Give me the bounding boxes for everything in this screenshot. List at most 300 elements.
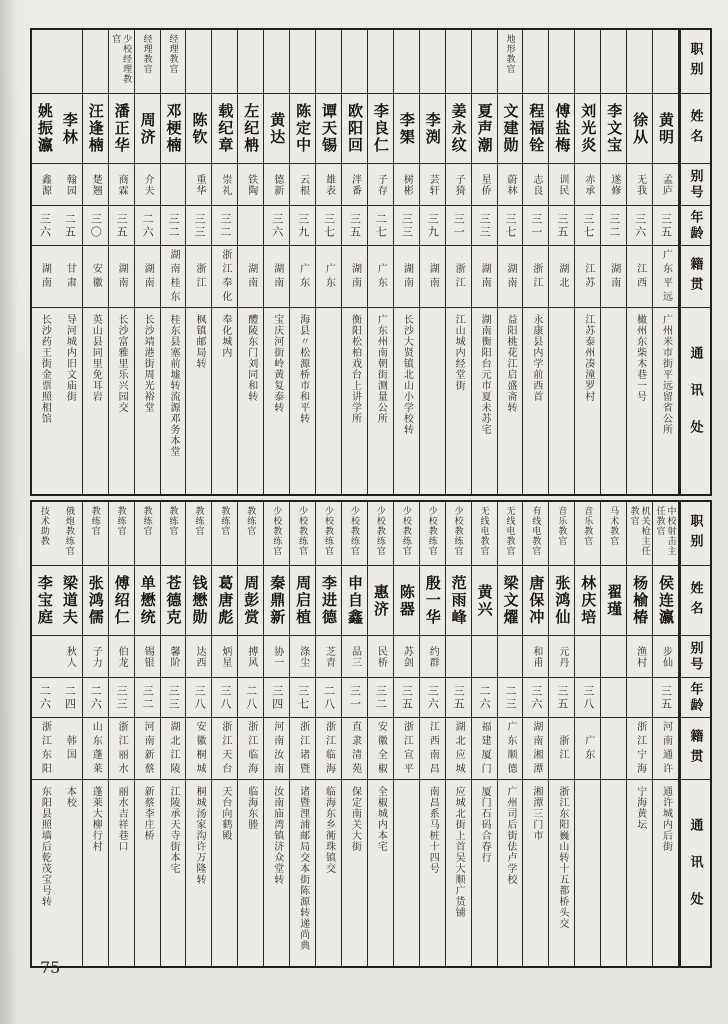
age-cell xyxy=(394,206,419,246)
age-cell xyxy=(238,206,263,246)
address-cell xyxy=(238,780,263,966)
origin-cell xyxy=(575,246,600,308)
person-column xyxy=(32,30,57,494)
position-cell xyxy=(290,30,315,94)
name-text: 姜永纹 xyxy=(449,103,467,154)
header-column xyxy=(679,502,710,966)
origin-text: 浙江天台 xyxy=(219,720,231,777)
origin-cell xyxy=(57,246,82,308)
alias-cell xyxy=(109,164,134,206)
name-text: 林庆培 xyxy=(579,575,597,626)
position-text: 经理教官 xyxy=(142,34,153,74)
age-text: 三三 xyxy=(478,212,491,239)
origin-text: 浙江奉化 xyxy=(219,248,231,305)
origin-text: 湖北江陵 xyxy=(168,720,180,777)
person-column xyxy=(653,30,679,494)
origin-text: 安徽全椒 xyxy=(375,720,387,777)
age-cell xyxy=(575,678,600,718)
name-text: 刘光炎 xyxy=(579,103,597,154)
position-text: 中校射击主任教官 xyxy=(655,506,677,556)
person-column xyxy=(420,502,446,966)
alias-cell xyxy=(420,164,445,206)
origin-cell xyxy=(549,246,574,308)
alias-text: 志良 xyxy=(530,173,542,196)
name-cell xyxy=(109,566,134,636)
header-age-label: 年龄 xyxy=(688,681,704,714)
alias-cell xyxy=(601,636,626,678)
address-text: 永康县内学前西首 xyxy=(530,314,542,402)
address-text: 江陵承天寺街本宅 xyxy=(168,786,180,874)
position-cell xyxy=(238,502,263,566)
name-cell xyxy=(653,94,678,164)
age-text: 三九 xyxy=(296,212,309,239)
age-text: 三三 xyxy=(192,212,205,239)
origin-text: 浙江 xyxy=(193,262,205,291)
address-cell xyxy=(161,780,186,966)
name-cell xyxy=(498,566,523,636)
position-text: 技术助教 xyxy=(39,506,50,546)
address-cell xyxy=(264,308,289,494)
age-text: 三〇 xyxy=(89,212,102,239)
address-cell xyxy=(394,308,419,494)
origin-cell xyxy=(316,246,341,308)
position-cell xyxy=(83,502,108,566)
age-text: 三四 xyxy=(270,684,283,711)
alias-text: 秋人 xyxy=(64,645,76,668)
age-cell xyxy=(212,206,237,246)
address-text: 诸暨浬浦邮局交本街陈源转递尚典 xyxy=(297,786,309,951)
name-cell xyxy=(238,566,263,636)
origin-text: 湖北应城 xyxy=(453,720,465,777)
age-text: 三六 xyxy=(38,212,51,239)
name-cell xyxy=(549,566,574,636)
person-column xyxy=(472,502,498,966)
name-text: 程福铨 xyxy=(527,103,545,154)
name-cell xyxy=(575,94,600,164)
age-cell xyxy=(549,678,574,718)
origin-text: 湖南 xyxy=(401,262,413,291)
address-text: 枫镇邮局转 xyxy=(193,314,205,369)
origin-cell xyxy=(135,718,160,780)
address-text: 保定南关大街 xyxy=(349,786,361,852)
address-text: 衡阳松柏戏台上讲学所 xyxy=(349,314,361,424)
age-cell xyxy=(601,678,626,718)
alias-cell xyxy=(523,636,548,678)
alias-cell xyxy=(394,636,419,678)
position-cell xyxy=(342,30,367,94)
person-column xyxy=(498,502,524,966)
alias-text: 锡银 xyxy=(142,645,154,668)
origin-text: 广东平远 xyxy=(660,248,672,305)
header-address-label: 通讯处 xyxy=(688,817,704,929)
alias-cell xyxy=(186,636,211,678)
address-text: 浙江东阳巍山转十五都桥头交 xyxy=(556,786,568,929)
person-column xyxy=(653,502,679,966)
origin-text: 安徽 xyxy=(90,262,102,291)
person-column xyxy=(186,502,212,966)
alias-text: 训民 xyxy=(556,173,568,196)
person-column xyxy=(161,30,187,494)
address-text: 湖南衡阳台元市夏未苏宅 xyxy=(479,314,491,435)
origin-text: 湖南 xyxy=(271,262,283,291)
address-cell xyxy=(446,308,471,494)
position-text: 音乐教官 xyxy=(583,506,594,546)
address-text: 蓬莱大柳行村 xyxy=(90,786,102,852)
alias-text: 炳星 xyxy=(219,645,231,668)
name-text: 李宝庭 xyxy=(35,575,53,626)
address-cell xyxy=(523,780,548,966)
alias-text: 达西 xyxy=(193,645,205,668)
age-text: 三八 xyxy=(192,684,205,711)
position-cell xyxy=(212,30,237,94)
name-text: 唐保冲 xyxy=(527,575,545,626)
address-text: 醴陵东门刘同和转 xyxy=(245,314,257,402)
name-text: 范雨峰 xyxy=(449,575,467,626)
origin-text: 浙江诸暨 xyxy=(297,720,309,777)
position-cell xyxy=(394,502,419,566)
name-cell xyxy=(601,94,626,164)
header-origin-label: 籍贯 xyxy=(688,256,704,297)
age-text: 三九 xyxy=(426,212,439,239)
origin-cell xyxy=(472,718,497,780)
header-position-label: 职别 xyxy=(688,513,704,554)
age-cell xyxy=(264,206,289,246)
origin-text: 直隶清苑 xyxy=(349,720,361,777)
age-text: 三八 xyxy=(218,684,231,711)
age-cell xyxy=(212,678,237,718)
alias-cell xyxy=(264,164,289,206)
alias-text: 赤承 xyxy=(582,173,594,196)
alias-cell xyxy=(186,164,211,206)
position-cell xyxy=(57,30,82,94)
age-text: 三五 xyxy=(555,212,568,239)
alias-text: 翰园 xyxy=(64,173,76,196)
alias-cell xyxy=(446,164,471,206)
age-cell xyxy=(109,678,134,718)
name-cell xyxy=(394,94,419,164)
age-cell xyxy=(498,206,523,246)
position-cell xyxy=(264,502,289,566)
address-text: 厦门石码合春行 xyxy=(479,786,491,863)
header-origin-label: 籍贯 xyxy=(688,728,704,769)
alias-cell xyxy=(627,164,652,206)
name-text: 李良仁 xyxy=(371,103,389,154)
alias-text: 商霖 xyxy=(116,173,128,196)
position-cell xyxy=(472,502,497,566)
name-text: 秦鼎新 xyxy=(268,575,286,626)
age-text: 二八 xyxy=(322,684,335,711)
age-text: 二八 xyxy=(244,684,257,711)
name-text: 夏声潮 xyxy=(475,103,493,154)
age-cell xyxy=(523,206,548,246)
position-text: 教练官 xyxy=(116,506,127,536)
age-cell xyxy=(523,678,548,718)
address-text: 本校 xyxy=(64,786,76,808)
position-cell xyxy=(549,502,574,566)
origin-text: 广东 xyxy=(323,262,335,291)
address-cell xyxy=(368,780,393,966)
address-text: 汝南庙湾镇济众堂转 xyxy=(271,786,283,885)
age-text: 二六 xyxy=(141,212,154,239)
alias-cell xyxy=(368,636,393,678)
alias-text: 品三 xyxy=(349,645,361,668)
age-text: 三三 xyxy=(115,684,128,711)
address-text: 湘潭三门市 xyxy=(530,786,542,841)
origin-text: 广东 xyxy=(582,734,594,763)
age-cell xyxy=(342,678,367,718)
name-cell xyxy=(212,94,237,164)
person-column xyxy=(135,502,161,966)
age-cell xyxy=(653,206,678,246)
origin-text: 湖南湘潭 xyxy=(530,720,542,777)
position-text: 经理教官 xyxy=(168,34,179,74)
address-cell xyxy=(264,780,289,966)
age-text: 三五 xyxy=(452,684,465,711)
position-cell xyxy=(135,30,160,94)
alias-cell xyxy=(212,636,237,678)
position-cell xyxy=(549,30,574,94)
origin-cell xyxy=(368,246,393,308)
age-text: 三一 xyxy=(529,212,542,239)
origin-cell xyxy=(549,718,574,780)
alias-text: 约群 xyxy=(427,645,439,668)
alias-text: 民桥 xyxy=(375,645,387,668)
origin-text: 广东 xyxy=(297,262,309,291)
age-cell xyxy=(109,206,134,246)
age-text: 三二 xyxy=(141,684,154,711)
address-text: 英山县同里免耳岩 xyxy=(90,314,102,402)
name-cell xyxy=(316,566,341,636)
person-column xyxy=(446,502,472,966)
person-column xyxy=(472,30,498,494)
age-text: 三五 xyxy=(400,684,413,711)
header-position xyxy=(681,502,710,566)
age-cell xyxy=(342,206,367,246)
address-text: 东阳县照墙后乾茂宝号转 xyxy=(39,786,51,907)
alias-text: 子力 xyxy=(90,645,102,668)
origin-cell xyxy=(498,246,523,308)
age-cell xyxy=(83,678,108,718)
name-text: 傅绍仁 xyxy=(112,575,130,626)
age-cell xyxy=(264,678,289,718)
origin-text: 甘肃 xyxy=(64,262,76,291)
position-cell xyxy=(498,30,523,94)
name-cell xyxy=(627,566,652,636)
age-text: 三五 xyxy=(348,212,361,239)
position-cell xyxy=(83,30,108,94)
name-cell xyxy=(238,94,263,164)
name-cell xyxy=(420,566,445,636)
position-cell xyxy=(653,30,678,94)
alias-cell xyxy=(290,636,315,678)
position-text: 教练官 xyxy=(90,506,101,536)
position-cell xyxy=(212,502,237,566)
address-cell xyxy=(186,308,211,494)
origin-cell xyxy=(161,246,186,308)
alias-text: 子存 xyxy=(375,173,387,196)
name-cell xyxy=(57,94,82,164)
position-cell xyxy=(627,502,652,566)
alias-cell xyxy=(161,636,186,678)
age-cell xyxy=(368,206,393,246)
person-column xyxy=(368,30,394,494)
origin-cell xyxy=(420,246,445,308)
origin-cell xyxy=(627,246,652,308)
alias-cell xyxy=(498,636,523,678)
age-text: 三二 xyxy=(218,212,231,239)
position-cell xyxy=(186,30,211,94)
age-text: 三八 xyxy=(581,684,594,711)
address-cell xyxy=(549,780,574,966)
origin-cell xyxy=(446,718,471,780)
alias-cell xyxy=(420,636,445,678)
origin-text: 浙江 xyxy=(530,262,542,291)
person-column xyxy=(523,30,549,494)
name-cell xyxy=(549,94,574,164)
position-cell xyxy=(161,502,186,566)
origin-text: 湖南 xyxy=(427,262,439,291)
age-text: 三六 xyxy=(270,212,283,239)
origin-text: 广东 xyxy=(375,262,387,291)
position-cell xyxy=(32,502,57,566)
alias-text: 重华 xyxy=(193,173,205,196)
position-text: 教练官 xyxy=(194,506,205,536)
origin-cell xyxy=(368,718,393,780)
address-cell xyxy=(32,780,57,966)
position-cell xyxy=(316,30,341,94)
alias-text: 孟庐 xyxy=(660,173,672,196)
person-column xyxy=(549,502,575,966)
alias-cell xyxy=(161,164,186,206)
age-cell xyxy=(627,206,652,246)
person-column xyxy=(498,30,524,494)
age-text: 二四 xyxy=(63,684,76,711)
address-text: 长沙药王街金票照相馆 xyxy=(39,314,51,424)
person-column xyxy=(342,502,368,966)
person-column xyxy=(627,30,653,494)
alias-text: 苏剑 xyxy=(401,645,413,668)
name-cell xyxy=(472,94,497,164)
origin-cell xyxy=(83,246,108,308)
origin-text: 山东蓬莱 xyxy=(90,720,102,777)
origin-text: 江苏 xyxy=(582,262,594,291)
address-cell xyxy=(472,780,497,966)
origin-text: 河南新蔡 xyxy=(142,720,154,777)
origin-cell xyxy=(523,246,548,308)
person-column xyxy=(290,502,316,966)
position-cell xyxy=(446,30,471,94)
position-text: 少校教练官 xyxy=(401,506,412,556)
origin-text: 浙江临海 xyxy=(323,720,335,777)
alias-text: 介夫 xyxy=(142,173,154,196)
origin-text: 浙江宣平 xyxy=(401,720,413,777)
address-cell xyxy=(290,780,315,966)
address-cell xyxy=(342,780,367,966)
header-address xyxy=(681,780,710,966)
name-cell xyxy=(161,94,186,164)
position-text: 少校教练官 xyxy=(272,506,283,556)
age-text: 三三 xyxy=(167,684,180,711)
address-cell xyxy=(57,780,82,966)
name-cell xyxy=(290,566,315,636)
header-address xyxy=(681,308,710,494)
alias-cell xyxy=(109,636,134,678)
alias-text: 铁陶 xyxy=(245,173,257,196)
origin-text: 江西 xyxy=(634,262,646,291)
origin-cell xyxy=(653,718,678,780)
origin-cell xyxy=(316,718,341,780)
alias-cell xyxy=(498,164,523,206)
age-text: 二六 xyxy=(478,684,491,711)
age-text: 三七 xyxy=(322,212,335,239)
person-column xyxy=(523,502,549,966)
person-column xyxy=(161,502,187,966)
address-cell xyxy=(523,308,548,494)
origin-text: 湖北 xyxy=(556,262,568,291)
name-cell xyxy=(368,566,393,636)
position-cell xyxy=(186,502,211,566)
position-cell xyxy=(368,502,393,566)
person-column xyxy=(446,30,472,494)
address-cell xyxy=(135,780,160,966)
address-cell xyxy=(575,308,600,494)
position-cell xyxy=(342,502,367,566)
name-cell xyxy=(135,94,160,164)
address-text: 临海东乡衕珠镇交 xyxy=(323,786,335,874)
age-cell xyxy=(316,206,341,246)
name-cell xyxy=(523,566,548,636)
origin-text: 浙江宁海 xyxy=(634,720,646,777)
age-text: 三二 xyxy=(607,212,620,239)
person-column xyxy=(109,30,135,494)
position-cell xyxy=(420,30,445,94)
alias-text: 云根 xyxy=(297,173,309,196)
address-cell xyxy=(83,308,108,494)
origin-cell xyxy=(57,718,82,780)
age-cell xyxy=(186,206,211,246)
age-cell xyxy=(83,206,108,246)
alias-cell xyxy=(653,164,678,206)
name-text: 周济 xyxy=(138,111,156,146)
alias-cell xyxy=(135,636,160,678)
name-cell xyxy=(32,566,57,636)
name-text: 潘正华 xyxy=(112,103,130,154)
alias-cell xyxy=(627,636,652,678)
address-cell xyxy=(368,308,393,494)
address-cell xyxy=(394,780,419,966)
header-name xyxy=(681,566,710,636)
person-columns-top xyxy=(32,30,679,494)
name-text: 李进德 xyxy=(320,575,338,626)
alias-text: 楚翘 xyxy=(90,173,102,196)
origin-cell xyxy=(32,718,57,780)
origin-text: 广东顺德 xyxy=(505,720,516,777)
name-cell xyxy=(446,566,471,636)
age-text: 三六 xyxy=(633,212,646,239)
address-text: 宝庆河街岭黄复泰转 xyxy=(271,314,283,413)
address-text: 通许城内后街 xyxy=(660,786,672,852)
name-text: 文建勋 xyxy=(501,103,519,154)
position-cell xyxy=(368,30,393,94)
person-column xyxy=(264,502,290,966)
alias-text: 涤尘 xyxy=(297,645,309,668)
origin-cell xyxy=(472,246,497,308)
name-text: 李文宝 xyxy=(605,103,623,154)
name-text: 钱懋勋 xyxy=(190,575,208,626)
alias-cell xyxy=(238,164,263,206)
address-text: 江山城内经堂街 xyxy=(453,314,465,391)
address-text: 宁海黄坛 xyxy=(634,786,646,830)
